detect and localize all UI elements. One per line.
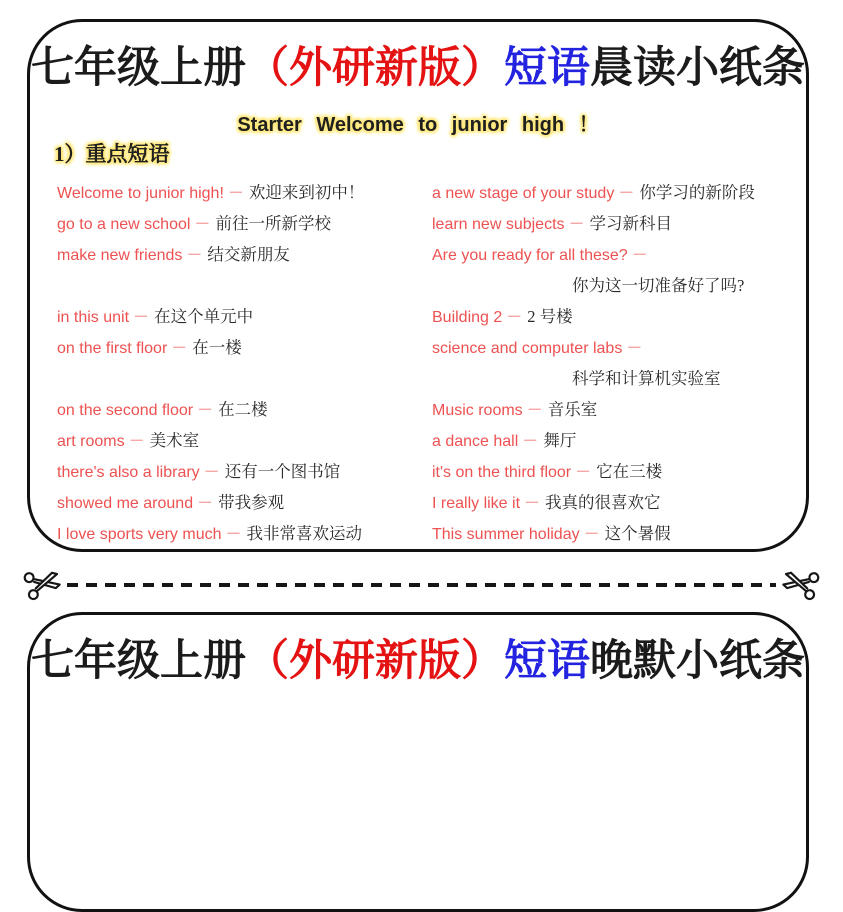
phrase-zh: 前往一所新学校 xyxy=(215,214,331,233)
dash-separator: － xyxy=(186,247,203,264)
section-heading: 1）重点短语 xyxy=(54,142,170,166)
phrase-zh: 带我参观 xyxy=(218,493,285,512)
dash-separator: － xyxy=(194,216,211,233)
dash-separator: － xyxy=(171,340,188,357)
phrase-zh: 舞厅 xyxy=(543,431,577,450)
title-grade: 七年级上册 xyxy=(31,45,246,92)
title-phrase: 短语 xyxy=(504,45,590,92)
dash-separator: － xyxy=(133,309,150,326)
right-column xyxy=(432,177,804,549)
phrase-row xyxy=(432,487,804,518)
phrase-en: there's also a library xyxy=(57,464,200,481)
phrase-row xyxy=(57,394,427,425)
dash-separator: － xyxy=(618,185,635,202)
phrase-zh: 还有一个图书馆 xyxy=(224,462,341,481)
phrase-en: This summer holiday xyxy=(432,526,580,543)
dash-separator: － xyxy=(631,247,648,264)
scissors-icon xyxy=(19,558,69,611)
phrase-en: I love sports very much xyxy=(57,526,222,543)
phrase-en: art rooms xyxy=(57,433,125,450)
phrase-zh: 2 号楼 xyxy=(527,307,573,326)
phrase-row xyxy=(57,177,427,208)
phrase-row xyxy=(57,301,427,332)
card-title xyxy=(30,637,806,686)
phrase-zh: 在一楼 xyxy=(192,338,242,357)
phrase-en: make new friends xyxy=(57,247,183,264)
dashed-cut-line xyxy=(67,583,776,587)
phrase-zh: 这个暑假 xyxy=(604,524,671,543)
phrase-row xyxy=(432,518,804,549)
phrase-row xyxy=(432,301,804,332)
phrase-zh: 它在三楼 xyxy=(596,462,663,481)
phrase-zh: 我非常喜欢运动 xyxy=(246,524,363,543)
title-edition: （外研新版） xyxy=(246,45,504,92)
scissors-icon xyxy=(774,558,824,611)
phrase-en: showed me around xyxy=(57,495,194,512)
phrase-row xyxy=(432,208,804,239)
title-edition: （外研新版） xyxy=(246,638,504,685)
phrase-en: Building 2 xyxy=(432,309,503,326)
phrase-zh: 你学习的新阶段 xyxy=(639,183,755,202)
phrase-zh: 美术室 xyxy=(149,431,200,450)
title-type: 晚默小纸条 xyxy=(590,638,805,685)
phrase-en: Welcome to junior high! xyxy=(57,185,224,202)
phrase-row xyxy=(432,332,804,363)
phrase-en: a dance hall xyxy=(432,433,519,450)
phrase-en: I really like it xyxy=(432,495,521,512)
dash-separator: － xyxy=(203,464,220,481)
phrase-zh: 你为这一切准备好了吗? xyxy=(572,276,745,295)
phrase-row xyxy=(432,425,804,456)
phrase-row xyxy=(57,425,427,456)
spacer-row xyxy=(57,363,427,394)
phrase-zh: 我真的很喜欢它 xyxy=(545,493,661,512)
dash-separator: － xyxy=(227,185,244,202)
dash-separator: － xyxy=(197,495,214,512)
phrase-en: Music rooms xyxy=(432,402,523,419)
dash-separator: － xyxy=(583,526,600,543)
phrase-en: it's on the third floor xyxy=(432,464,572,481)
dash-separator: － xyxy=(197,402,214,419)
phrase-row xyxy=(57,332,427,363)
phrase-en: in this unit xyxy=(57,309,130,326)
phrase-en: learn new subjects xyxy=(432,216,565,233)
phrase-zh: 科学和计算机实验室 xyxy=(572,369,721,388)
phrase-row xyxy=(432,394,804,425)
phrase-zh: 在这个单元中 xyxy=(154,307,254,326)
card-title xyxy=(30,44,806,93)
phrase-row xyxy=(432,239,804,270)
phrase-row xyxy=(432,456,804,487)
title-grade: 七年级上册 xyxy=(31,638,246,685)
dash-separator: － xyxy=(522,433,539,450)
phrase-zh: 在二楼 xyxy=(218,400,268,419)
left-column xyxy=(57,177,427,549)
dash-separator: － xyxy=(568,216,585,233)
dash-separator: － xyxy=(225,526,242,543)
title-type: 晨读小纸条 xyxy=(590,45,805,92)
phrase-zh: 学习新科目 xyxy=(589,214,673,233)
phrase-en: on the second floor xyxy=(57,402,194,419)
title-phrase: 短语 xyxy=(504,638,590,685)
morning-reading-card xyxy=(27,19,809,552)
phrase-en: on the first floor xyxy=(57,340,168,357)
phrase-continuation-row xyxy=(432,270,804,301)
phrase-zh: 欢迎来到初中！ xyxy=(248,183,365,202)
phrase-row xyxy=(57,456,427,487)
phrase-zh: 结交新朋友 xyxy=(207,245,290,264)
dash-separator: － xyxy=(526,402,543,419)
phrase-zh: 音乐室 xyxy=(547,400,598,419)
dash-separator: － xyxy=(575,464,592,481)
phrase-row xyxy=(57,208,427,239)
phrase-row xyxy=(57,487,427,518)
phrase-en: science and computer labs xyxy=(432,340,623,357)
cut-line xyxy=(24,564,819,606)
dash-separator: － xyxy=(506,309,523,326)
phrase-en: Are you ready for all these? xyxy=(432,247,628,264)
dash-separator: － xyxy=(128,433,145,450)
phrase-continuation-row xyxy=(432,363,804,394)
phrase-en: go to a new school xyxy=(57,216,191,233)
dash-separator: － xyxy=(524,495,541,512)
phrase-row xyxy=(57,518,427,549)
dash-separator: － xyxy=(626,340,643,357)
phrase-row xyxy=(57,239,427,270)
phrase-en: a new stage of your study xyxy=(432,185,615,202)
spacer-row xyxy=(57,270,427,301)
evening-dictation-card xyxy=(27,612,809,912)
phrase-row xyxy=(432,177,804,208)
unit-subtitle: Starter Welcome to junior high ！ xyxy=(237,114,599,136)
